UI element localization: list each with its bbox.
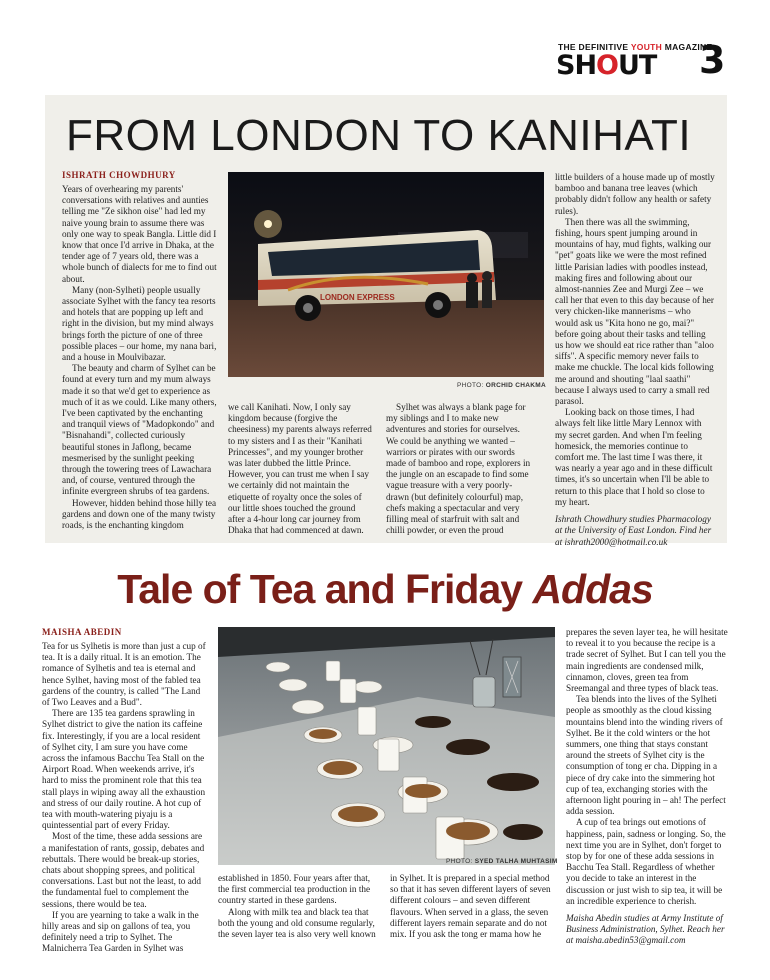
tea-cups-photo-image xyxy=(218,627,555,865)
bus-side-text: LONDON EXPRESS xyxy=(320,293,395,302)
masthead xyxy=(556,38,736,82)
shout-logo: SHOUT xyxy=(556,50,657,81)
article2-photo-credit: PHOTO: SYED TALHA MUHTASIM xyxy=(446,858,558,865)
article2-column-4: prepares the seven layer tea, he will hesitate to reveal it to you because the recipe is a trade secret of Sylhet. But I can tell you the main ingredients are condensed milk, cinnamon, cloves, green tea from Sreemangal and three types of black teas. Tea blends into the lives of the Sylheti people as smoothly as the cloud kissing mountains blend into the winding rivers of Sylhet. Be it the cold winters or the hot summers, one thing that stays constant around the streets of Sylhet city is the consumption of tong er cha. Dipping in a piece of dry cake into the simmering hot cup of tea, exchanging stories with the afternoon light pouring in – ah! The perfect adda session. A cup of tea brings out emotions of happiness, pain, sadness or longing. So, the next time you are in Sylhet, don't forget to stop by for one of these adda sessions in Bacchu Tea Stall. Regardless of whether you decide to take an interest in the discussion or just wish to sip tea, it will be an incredible experience to cherish. Maisha Abedin studies at Army Institute of Business Administration, Sylhet. Reach her at maisha.abedin53@gmail.com xyxy=(566,627,728,946)
page-number: 3 xyxy=(699,38,726,82)
article1-author-bio: Ishrath Chowdhury studies Pharmacology at the University of East London. Find her at ishrath2000@hotmail.co.uk xyxy=(555,514,712,547)
article2-author-bio: Maisha Abedin studies at Army Institute of Business Administration, Sylhet. Reach her at maisha.abedin53@gmail.com xyxy=(566,913,725,946)
article1-column-1: Years of overhearing my parents' conversations with relatives and aunties telling me "Ze sikhon oise" had led my naive young brain to assume there was only one way to speak Bangla. Little did I know that once I'd arrive in Dhaka, at the tender age of 7 years old, there was a whole bunch of dialects for me to find out about. Many (non-Sylheti) people usually associate Sylhet with the fancy tea resorts and hotels that are popping up left and right in the division, but my mind always brings forth the picture of one of three possible places – our home, my nana bari, and a house in Moulvibazar. The beauty and charm of Sylhet can be found at every turn and my mum always made it so that we'd get to experience as much of it as we could. Like many others, I've been captivated by the enchanting and tranquil views of "Madopkondo" and "Bisnahandi", collected curiously beautiful stones in Jaflong, became mesmerised by the sunlight peeking through the towering trees of Lawachara and, of course, ventured through the infinite evergreen shrubs of tea gardens. However, hidden behind those hilly tea gardens and down one of the many twisty roads, is the enchanting kingdom xyxy=(62,184,217,531)
article1-headline: FROM LONDON TO KANIHATI xyxy=(66,111,692,160)
bus-photo xyxy=(228,172,544,377)
article2-byline: MAISHA ABEDIN xyxy=(42,627,122,637)
article2-column-1: Tea for us Sylhetis is more than just a cup of tea. It is a daily ritual. It is an emotion. The romance of Sylhetis and tea is eternal and hence Sylhet, having most of the fabled tea gardens of the country, is called "The Land of Two Leaves and a Bud". There are 135 tea gardens sprawling in Sylhet district to give the nation its caffeine fix. Interestingly, if you are a local resident of Sylhet city, I am sure you have come across the infamous Bacchu Tea Stall on the Airport Road. When weekends arrive, it's hard to miss the prominent role that this tea stall plays in wiping away all the exhaustion and stress of our daily routine. A hot cup of tea with mouth-watering piyaju is a quintessential part of every Friday. Most of the time, these adda sessions are a manifestation of rants, gossip, debates and rebuttals. There would be break-up stories, chats about shopping sprees, and political conversations. Last but not the least, to add the fundamental fuel to complement the sessions, there would be tea. If you are yearning to take a walk in the hilly areas and sip on gallons of tea, you definitely need a trip to Sylhet. The Malnicherra Tea Garden in Sylhet was xyxy=(42,641,206,954)
article1-column-2: we call Kanihati. Now, I only say kingdom because (forgive the cheesiness) my parents always referred to my sisters and I as their "Kanihati Princesses", and my younger brother was later dubbed the little Prince. However, you can trust me when I say we certainly did not maintain the etiquette of royalty once the soles of our little shoes touched the ground after a 4-hour long car journey from Dhaka that had commenced at dawn. xyxy=(228,402,372,536)
tea-cups-photo xyxy=(218,627,555,865)
bus-photo-image xyxy=(228,172,544,377)
article1-column-4: little builders of a house made up of mostly bamboo and banana tree leaves (which probably didn't follow any health or safety rules). Then there was all the swimming, fishing, hours spent jumping around in mountains of hay, mud fights, walking our "pet" goats like we were the most refined little Parisian ladies with poodles instead, making fires and following about our almost-nannies Zee and Murgi Zee – we call her that even to this day because of her very chicken-like mannerisms – who would ask us "Kita hono ne go, mai?" before going about their tasks and telling us how we should eat rice rather than "aloo siffs". A specific memory never fails to make me chuckle. The local kids following me around and shouting "laal saathi" because I always used to carry a small red parasol. Looking back on those times, I had always felt like little Mary Lennox with my secret garden. And when I'm feeling homesick, the memories continue to comfort me. The last time I was there, it was nearly a year ago and in these difficult times, it's so uncertain when I'll be able to return to this place that I hold so close to my heart. Ishrath Chowdhury studies Pharmacology at the University of East London. Find her at ishrath2000@hotmail.co.uk xyxy=(555,172,715,547)
article2-column-3: in Sylhet. It is prepared in a special method so that it has seven different layers of seven different colours – and seven different flavours. When served in a glass, the seven different layers remain separate and do not mix. If you ask the tong er mama how he xyxy=(390,873,551,940)
article2-column-2: established in 1850. Four years after that, the first commercial tea production in the country started in these gardens. Along with milk tea and black tea that both the young and old consume regularly, the seven layer tea is also very well known xyxy=(218,873,376,940)
article1-byline: ISHRATH CHOWDHURY xyxy=(62,170,176,180)
article1-column-3: Sylhet was always a blank page for my siblings and I to make new adventures and stories for ourselves. We could be anything we wanted – warriors or pirates with our swords made of bamboo and rope, explorers in the jungle on an escapade to find some vague treasure with a very poorly-drawn (but definitely colourful) map, chefs making a spectacular and very filling meal of starfruit with salt and chilli powder, or even the proud xyxy=(386,402,531,536)
article2-headline: Tale of Tea and Friday Addas xyxy=(117,566,653,612)
article1-photo-credit: PHOTO: ORCHID CHAKMA xyxy=(457,382,546,389)
magazine-tagline: THE DEFINITIVE YOUTH MAGAZINE xyxy=(558,42,713,52)
